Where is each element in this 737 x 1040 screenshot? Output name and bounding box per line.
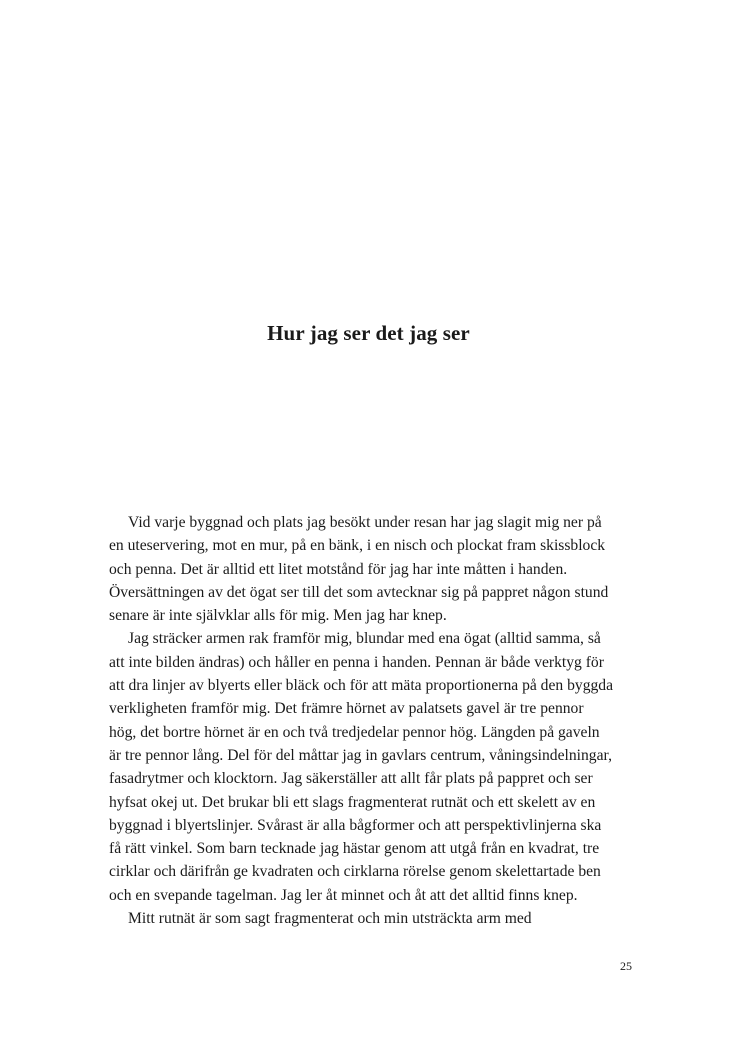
paragraph-line: Jag sträcker armen rak framför mig, blundar med ena ögat (alltid samma, så <box>128 630 601 648</box>
paragraph-line: Vid varje byggnad och plats jag besökt under resan har jag slagit mig ner på <box>128 514 602 531</box>
paragraph-line: Översättningen av det ögat ser till det som avtecknar sig på pappret någon stund <box>109 583 609 601</box>
paragraph-line: byggnad i blyertslinjer. Svårast är alla bågformer och att perspektivlinjerna ska <box>109 816 602 834</box>
paragraph-line: är tre pennor lång. Del för del måttar jag in gavlars centrum, våningsindelningar, <box>109 746 612 764</box>
paragraph-line: att inte bilden ändras) och håller en penna i handen. Pennan är både verktyg för <box>109 653 604 671</box>
paragraph-line: och penna. Det är alltid ett litet motstånd för jag har inte måtten i handen. <box>109 560 568 578</box>
paragraph-line: en uteservering, mot en mur, på en bänk, i en nisch och plockat fram skissblock <box>109 537 606 555</box>
paragraph-line: senare är inte självklar alls för mig. Men jag har knep. <box>109 607 447 625</box>
chapter-title: Hur jag ser det jag ser <box>267 321 470 345</box>
body-text <box>109 511 641 930</box>
paragraph-line: hög, det bortre hörnet är en och två tredjedelar pennor hög. Längden på gaveln <box>109 723 600 741</box>
paragraph-line: hyfsat okej ut. Det brukar bli ett slags fragmenterat rutnät och ett skelett av en <box>109 793 596 811</box>
paragraph-line: och en svepande tagelman. Jag ler åt minnet och åt att det alltid finns knep. <box>109 886 578 904</box>
paragraph-line: Mitt rutnät är som sagt fragmenterat och min utsträckta arm med <box>128 910 532 928</box>
paragraph-line: cirklar och därifrån ge kvadraten och cirklarna rörelse genom skelettartade ben <box>109 863 601 881</box>
page-number: 25 <box>620 959 632 973</box>
paragraph-line: fasadrytmer och klocktorn. Jag säkerställer att allt får plats på pappret och ser <box>109 770 593 788</box>
paragraph-line: att dra linjer av blyerts eller bläck och för att mäta proportionerna på den byggda <box>109 677 614 695</box>
paragraph-line: verkligheten framför mig. Det främre hörnet av palatsets gavel är tre pennor <box>109 700 584 718</box>
paragraph-line: få rätt vinkel. Som barn tecknade jag hästar genom att utgå från en kvadrat, tre <box>109 840 600 858</box>
